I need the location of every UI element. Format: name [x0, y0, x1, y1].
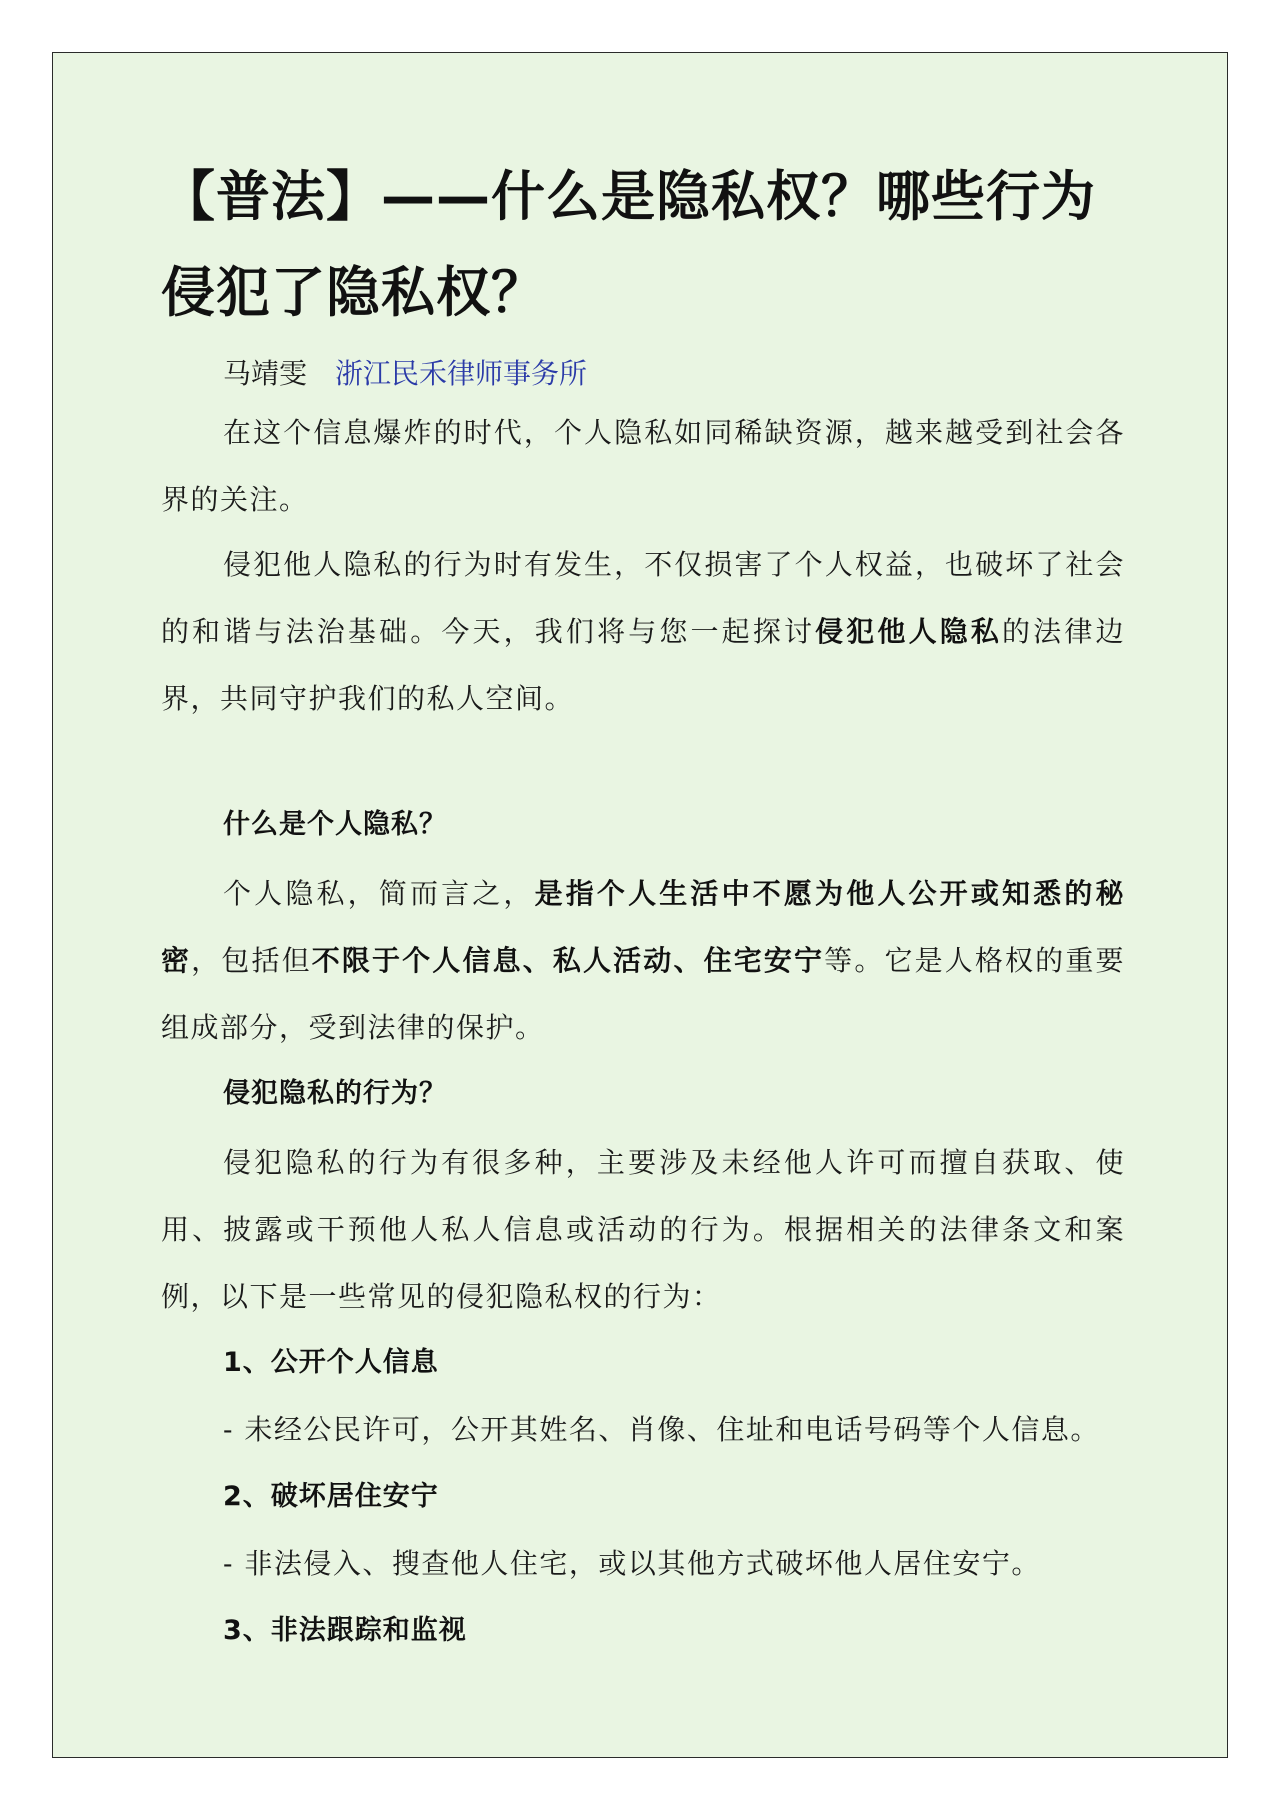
- intro-2-bold: 侵犯他人隐私: [815, 615, 1003, 648]
- byline: [223, 349, 587, 399]
- intro-paragraph-1: 在这个信息爆炸的时代，个人隐私如同稀缺资源，越来越受到社会各界的关注。: [161, 416, 1125, 516]
- def-text-3: 等。它是人格权的重要组成部分，受到法律的保护。: [161, 944, 1125, 1044]
- item-2-title: 2、破坏居住安宁: [223, 1481, 439, 1512]
- def-text-1: 个人隐私，简而言之，: [223, 877, 535, 910]
- article-title: 【普法】——什么是隐私权？哪些行为侵犯了隐私权？: [161, 165, 1096, 324]
- section-heading-infringement: 侵犯隐私的行为？: [223, 1078, 447, 1109]
- section-heading-privacy: 什么是个人隐私？: [223, 809, 447, 840]
- definition-paragraph: [161, 860, 1125, 1061]
- item-1-title: 1、公开个人信息: [223, 1347, 439, 1378]
- def-bold-1: 是指个人生活中不愿为他人公开或知悉的秘密: [161, 877, 1125, 977]
- intro-paragraph-2: [161, 531, 1125, 732]
- item-3-title: 3、非法跟踪和监视: [223, 1615, 467, 1646]
- intro-2-text-before: 侵犯他人隐私的行为时有发生，不仅损害了个人权益，也破坏了社会的和谐与法治基础。今天，我们将与您一起探讨: [161, 548, 1125, 648]
- item-1-desc: - 未经公民许可，公开其姓名、肖像、住址和电话号码等个人信息。: [223, 1413, 1100, 1446]
- document-page: [52, 52, 1228, 1758]
- author-name: 马靖雯: [223, 357, 308, 390]
- item-2-desc: - 非法侵入、搜查他人住宅，或以其他方式破坏他人居住安宁。: [223, 1547, 1041, 1580]
- def-text-2: ，包括但: [191, 944, 312, 977]
- author-firm: 浙江民禾律师事务所: [335, 357, 588, 390]
- intro-2-text-after: 的法律边界，共同守护我们的私人空间。: [161, 615, 1125, 715]
- def-bold-2: 不限于个人信息、私人活动、住宅安宁: [311, 944, 825, 977]
- behaviors-intro-paragraph: 侵犯隐私的行为有很多种，主要涉及未经他人许可而擅自获取、使用、披露或干预他人私人信息或活动的行为。根据相关的法律条文和案例，以下是一些常见的侵犯隐私权的行为：: [161, 1146, 1125, 1313]
